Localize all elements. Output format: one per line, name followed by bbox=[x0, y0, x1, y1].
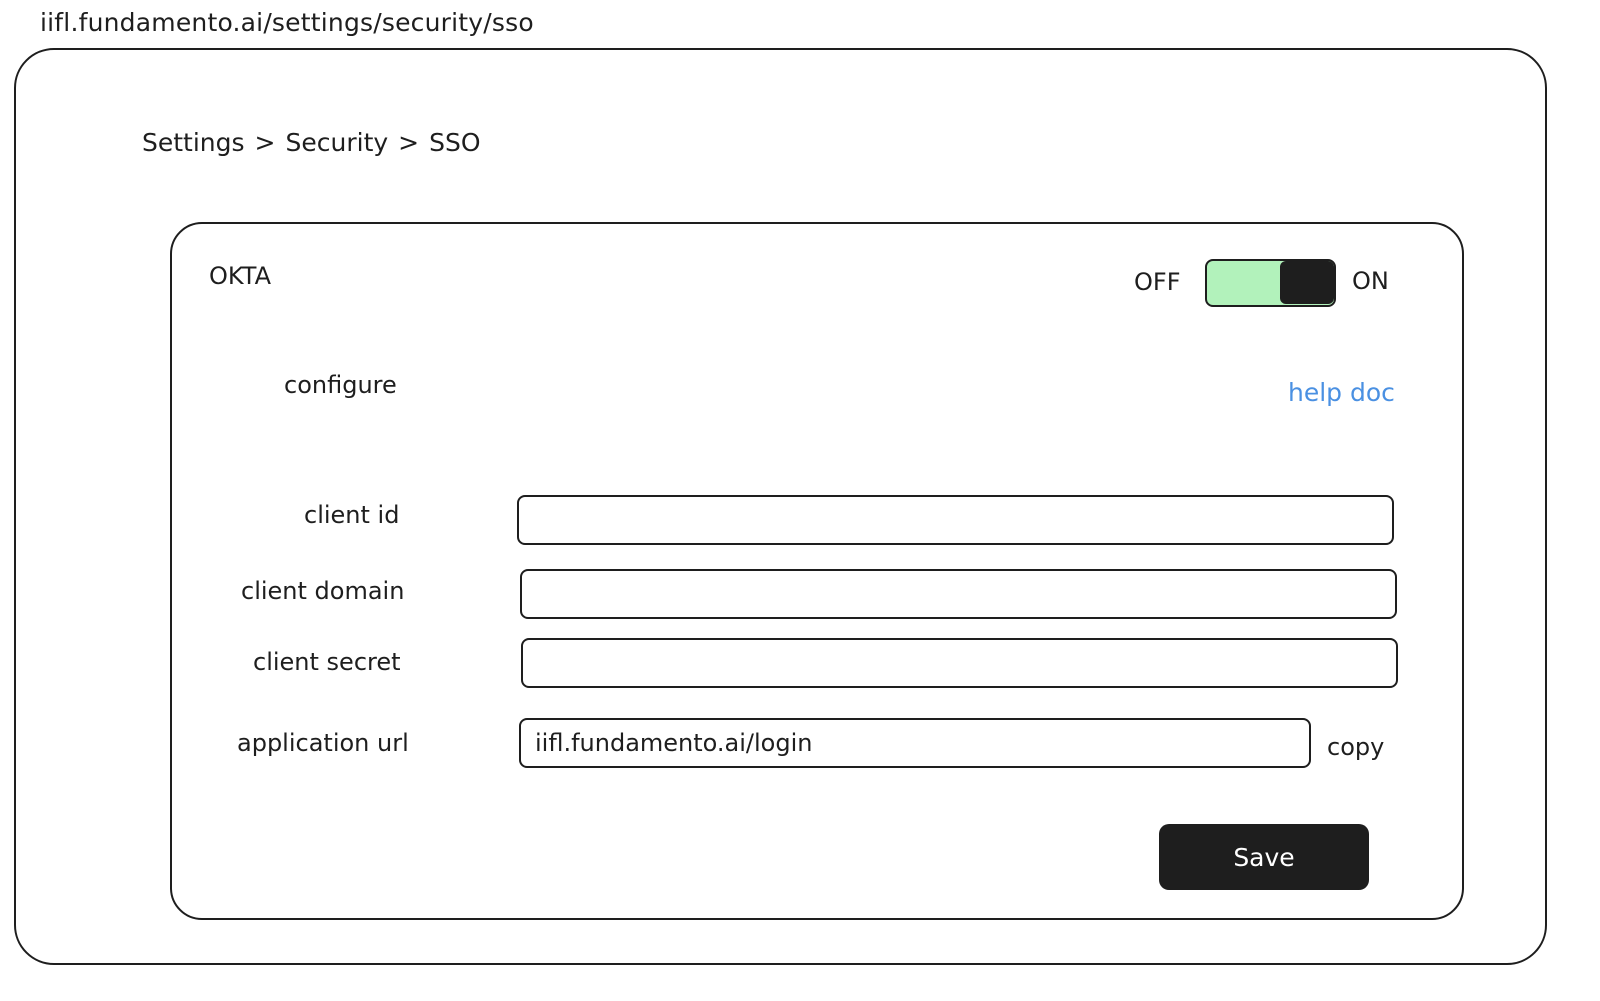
help-doc-link[interactable]: help doc bbox=[1288, 378, 1395, 407]
address-bar-url[interactable]: iifl.fundamento.ai/settings/security/sso bbox=[40, 8, 534, 37]
sso-enable-toggle[interactable] bbox=[1205, 259, 1336, 307]
client-secret-input[interactable] bbox=[521, 638, 1398, 688]
client-id-input[interactable] bbox=[517, 495, 1394, 545]
client-domain-label: client domain bbox=[241, 577, 405, 605]
configure-section-label: configure bbox=[284, 371, 397, 399]
breadcrumb-item-security[interactable]: Security bbox=[285, 128, 389, 157]
application-url-field[interactable] bbox=[519, 718, 1311, 768]
toggle-on-label: ON bbox=[1352, 267, 1389, 295]
client-id-label: client id bbox=[304, 501, 400, 529]
copy-url-button[interactable]: copy bbox=[1327, 733, 1385, 761]
breadcrumb-item-sso: SSO bbox=[429, 128, 481, 157]
toggle-knob[interactable] bbox=[1280, 261, 1334, 304]
client-domain-input[interactable] bbox=[520, 569, 1397, 619]
save-button[interactable]: Save bbox=[1159, 824, 1369, 890]
breadcrumb-separator: > bbox=[254, 128, 276, 157]
breadcrumb-item-settings[interactable]: Settings bbox=[142, 128, 245, 157]
client-secret-label: client secret bbox=[253, 648, 401, 676]
provider-title: OKTA bbox=[209, 262, 271, 290]
toggle-off-label: OFF bbox=[1134, 268, 1181, 296]
breadcrumb bbox=[142, 128, 481, 157]
breadcrumb-separator: > bbox=[398, 128, 420, 157]
application-url-label: application url bbox=[237, 729, 409, 757]
